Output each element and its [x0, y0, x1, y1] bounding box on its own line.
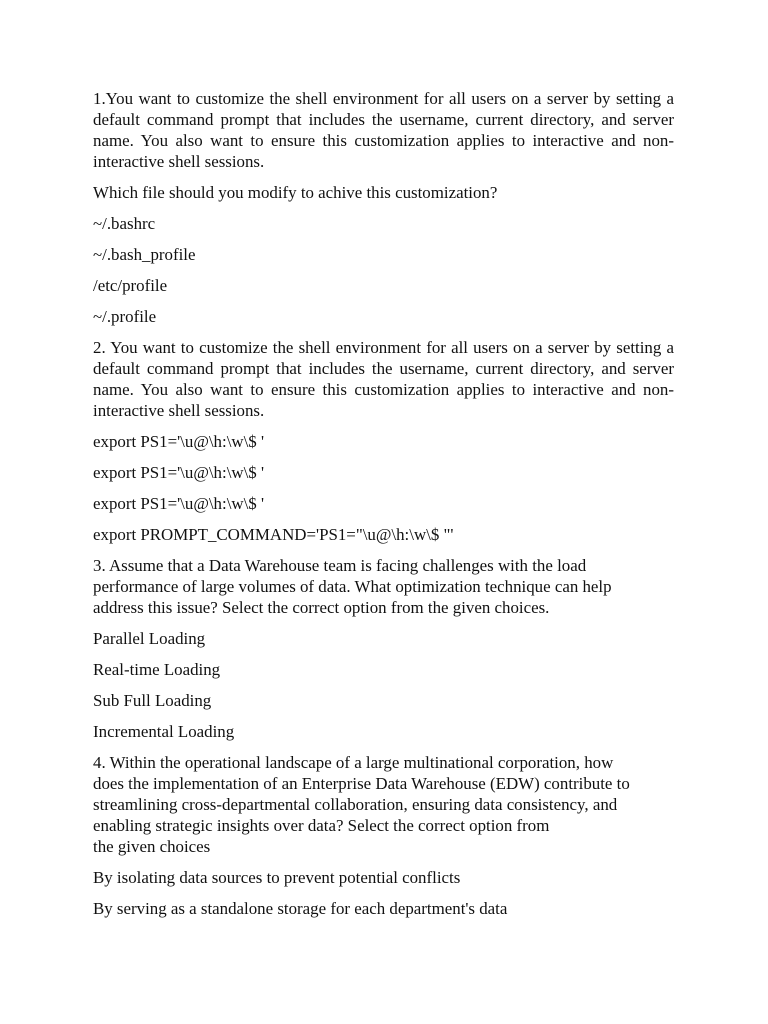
question-3-option-2: Real-time Loading — [93, 660, 221, 679]
question-1-followup: Which file should you modify to achive this customization? — [93, 183, 498, 202]
question-4-option-1: By isolating data sources to prevent potential conflicts — [93, 868, 461, 887]
question-3-option-4: Incremental Loading — [93, 722, 235, 741]
question-2-option-3: export PS1='\u@\h:\w\$ ' — [93, 494, 264, 513]
question-1-option-2: ~/.bash_profile — [93, 245, 196, 264]
question-1-option-4: ~/.profile — [93, 307, 157, 326]
question-1-option-3: /etc/profile — [93, 276, 168, 295]
question-3-prompt: 3. Assume that a Data Warehouse team is facing challenges with the load performance of large volumes of data. What optimization technique can help address this issue? Select the correct option from the given choices. — [93, 556, 612, 617]
question-1-prompt: 1.You want to customize the shell environment for all users on a server by setting a default command prompt that includes the username, current directory, and server name. You also want to ensure this customization applies to interactive and non-interactive shell sessions. — [93, 89, 679, 171]
question-3-option-3: Sub Full Loading — [93, 691, 212, 710]
question-2-prompt: 2. You want to customize the shell environment for all users on a server by setting a default command prompt that includes the username, current directory, and server name. You also want to ensure this customization applies to interactive and non-interactive shell sessions. — [93, 338, 679, 420]
question-1-option-1: ~/.bashrc — [93, 214, 156, 233]
question-2-option-2: export PS1='\u@\h:\w\$ ' — [93, 463, 264, 482]
question-4-option-2: By serving as a standalone storage for each department's data — [93, 899, 508, 918]
question-4-prompt: 4. Within the operational landscape of a large multinational corporation, how does the implementation of an Enterprise Data Warehouse (EDW) contribute to streamlining cross-departmental collaboration, ensuring data consistency, and enabling strategic insights over data? Select the correct option from the given choices — [93, 753, 630, 856]
question-3-option-1: Parallel Loading — [93, 629, 206, 648]
question-2-option-1: export PS1='\u@\h:\w\$ ' — [93, 432, 264, 451]
document-body — [93, 88, 679, 929]
question-2-option-4: export PROMPT_COMMAND='PS1="\u@\h:\w\$ "' — [93, 525, 454, 544]
